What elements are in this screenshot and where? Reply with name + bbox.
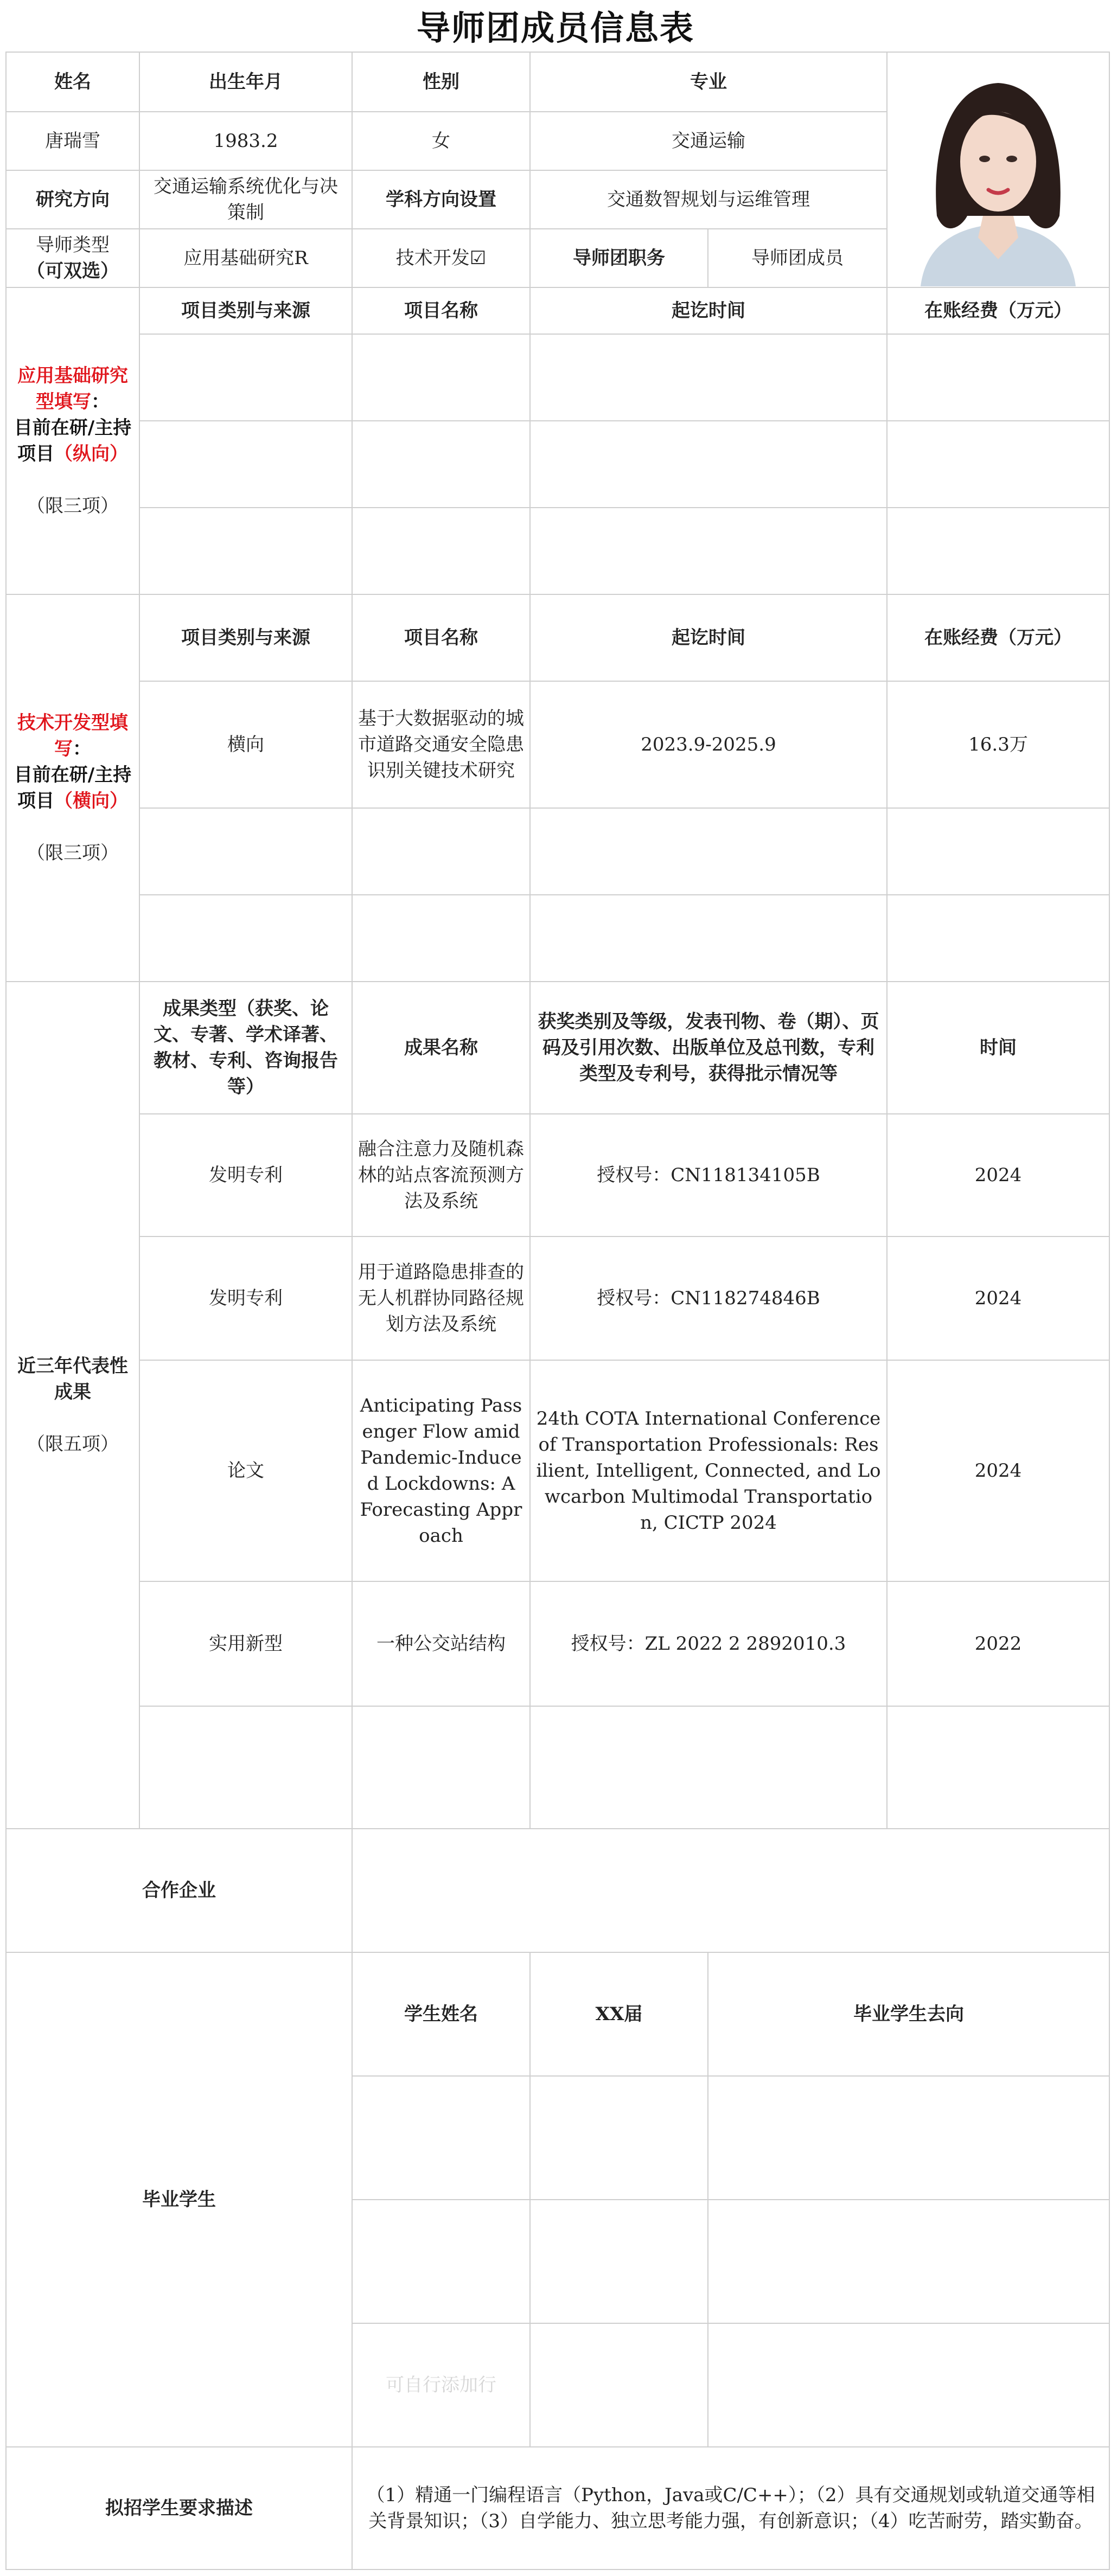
tech-row-name: 基于大数据驱动的城市道路交通安全隐患识别关键技术研究 <box>352 681 530 808</box>
birth-label: 出生年月 <box>139 52 352 112</box>
ach-col-detail: 获奖类别及等级，发表刊物、卷（期）、页码及引用次数、出版单位及总刊数，专利类型及专利号，获得批示情况等 <box>530 982 887 1114</box>
tech-col-name: 项目名称 <box>352 594 530 681</box>
name-label: 姓名 <box>6 52 139 112</box>
research-label: 研究方向 <box>6 170 139 229</box>
birth-value: 1983.2 <box>139 112 352 170</box>
requirements-label: 拟招学生要求描述 <box>6 2447 352 2569</box>
tech-row-type: 横向 <box>139 681 352 808</box>
discipline-value: 交通数智规划与运维管理 <box>530 170 887 229</box>
major-value: 交通运输 <box>530 112 887 170</box>
discipline-label: 学科方向设置 <box>352 170 530 229</box>
grad-col-name: 学生姓名 <box>352 1952 530 2076</box>
table-row <box>6 808 1109 895</box>
partner-label: 合作企业 <box>6 1829 352 1952</box>
applied-section-label: 应用基础研究型填写： 目前在研/主持项目（纵向） （限三项） <box>6 287 139 594</box>
gender-value: 女 <box>352 112 530 170</box>
tech-row-fund: 16.3万 <box>887 681 1109 808</box>
tech-col-fund: 在账经费（万元） <box>887 594 1109 681</box>
table-row <box>6 421 1109 508</box>
graduates-label: 毕业学生 <box>6 1952 352 2447</box>
table-row <box>6 508 1109 594</box>
requirements-text: （1）精通一门编程语言（Python，Java或C/C++）；（2）具有交通规划或轨道交通等相关背景知识；（3）自学能力、独立思考能力强，有创新意识；（4）吃苦耐劳，踏实勤奋。 <box>352 2447 1109 2569</box>
grad-col-dest: 毕业学生去向 <box>708 1952 1109 2076</box>
mentor-type-label <box>6 229 139 287</box>
ach-col-type: 成果类型（获奖、论文、专著、学术译著、教材、专利、咨询报告等） <box>139 982 352 1114</box>
table-row: 论文 Anticipating Passenger Flow amid Pandemic-Induced Lockdowns: A Forecasting Approach 24th COTA International Conference of Transportation Professionals: Resilient, Intelligent, Connected, and Lowcarbon Multimodal Transportation, CICTP 2024 2024 <box>6 1360 1109 1581</box>
applied-col-fund: 在账经费（万元） <box>887 287 1109 334</box>
name-value: 唐瑞雪 <box>6 112 139 170</box>
applied-col-time: 起讫时间 <box>530 287 887 334</box>
major-label: 专业 <box>530 52 887 112</box>
table-row: 实用新型 一种公交站结构 授权号：ZL 2022 2 2892010.3 2022 <box>6 1581 1109 1706</box>
tech-section-label: 技术开发型填写： 目前在研/主持项目（横向） （限三项） <box>6 594 139 982</box>
tech-col-time: 起讫时间 <box>530 594 887 681</box>
info-table <box>5 52 1110 2570</box>
type-applied-option: 应用基础研究R <box>139 229 352 287</box>
applied-col-type: 项目类别与来源 <box>139 287 352 334</box>
table-row: 发明专利 用于道路隐患排查的无人机群协同路径规划方法及系统 授权号：CN118274846B 2024 <box>6 1236 1109 1360</box>
applied-col-name: 项目名称 <box>352 287 530 334</box>
gender-label: 性别 <box>352 52 530 112</box>
table-row <box>6 1706 1109 1829</box>
table-row <box>6 334 1109 421</box>
research-value: 交通运输系统优化与决策制 <box>139 170 352 229</box>
achievements-section-label: 近三年代表性成果 （限五项） <box>6 982 139 1829</box>
portrait-photo <box>888 53 1108 286</box>
tech-col-type: 项目类别与来源 <box>139 594 352 681</box>
role-label: 导师团职务 <box>530 229 708 287</box>
table-row <box>6 895 1109 982</box>
tech-row-time: 2023.9-2025.9 <box>530 681 887 808</box>
grad-col-year: XX届 <box>530 1952 708 2076</box>
table-row <box>6 681 1109 808</box>
portrait-photo-cell <box>887 52 1109 287</box>
role-value: 导师团成员 <box>708 229 887 287</box>
table-row: 发明专利 融合注意力及随机森林的站点客流预测方法及系统 授权号：CN118134105B 2024 <box>6 1114 1109 1236</box>
partner-value <box>352 1829 1109 1952</box>
add-row-hint: 可自行添加行 <box>352 2323 530 2447</box>
ach-col-year: 时间 <box>887 982 1109 1114</box>
mentor-type-label-note: （可双选） <box>27 260 119 282</box>
mentor-type-label-main: 导师类型 <box>36 234 110 256</box>
page-title: 导师团成员信息表 <box>416 8 694 48</box>
type-tech-option: 技术开发☑ <box>352 229 530 287</box>
ach-col-name: 成果名称 <box>352 982 530 1114</box>
